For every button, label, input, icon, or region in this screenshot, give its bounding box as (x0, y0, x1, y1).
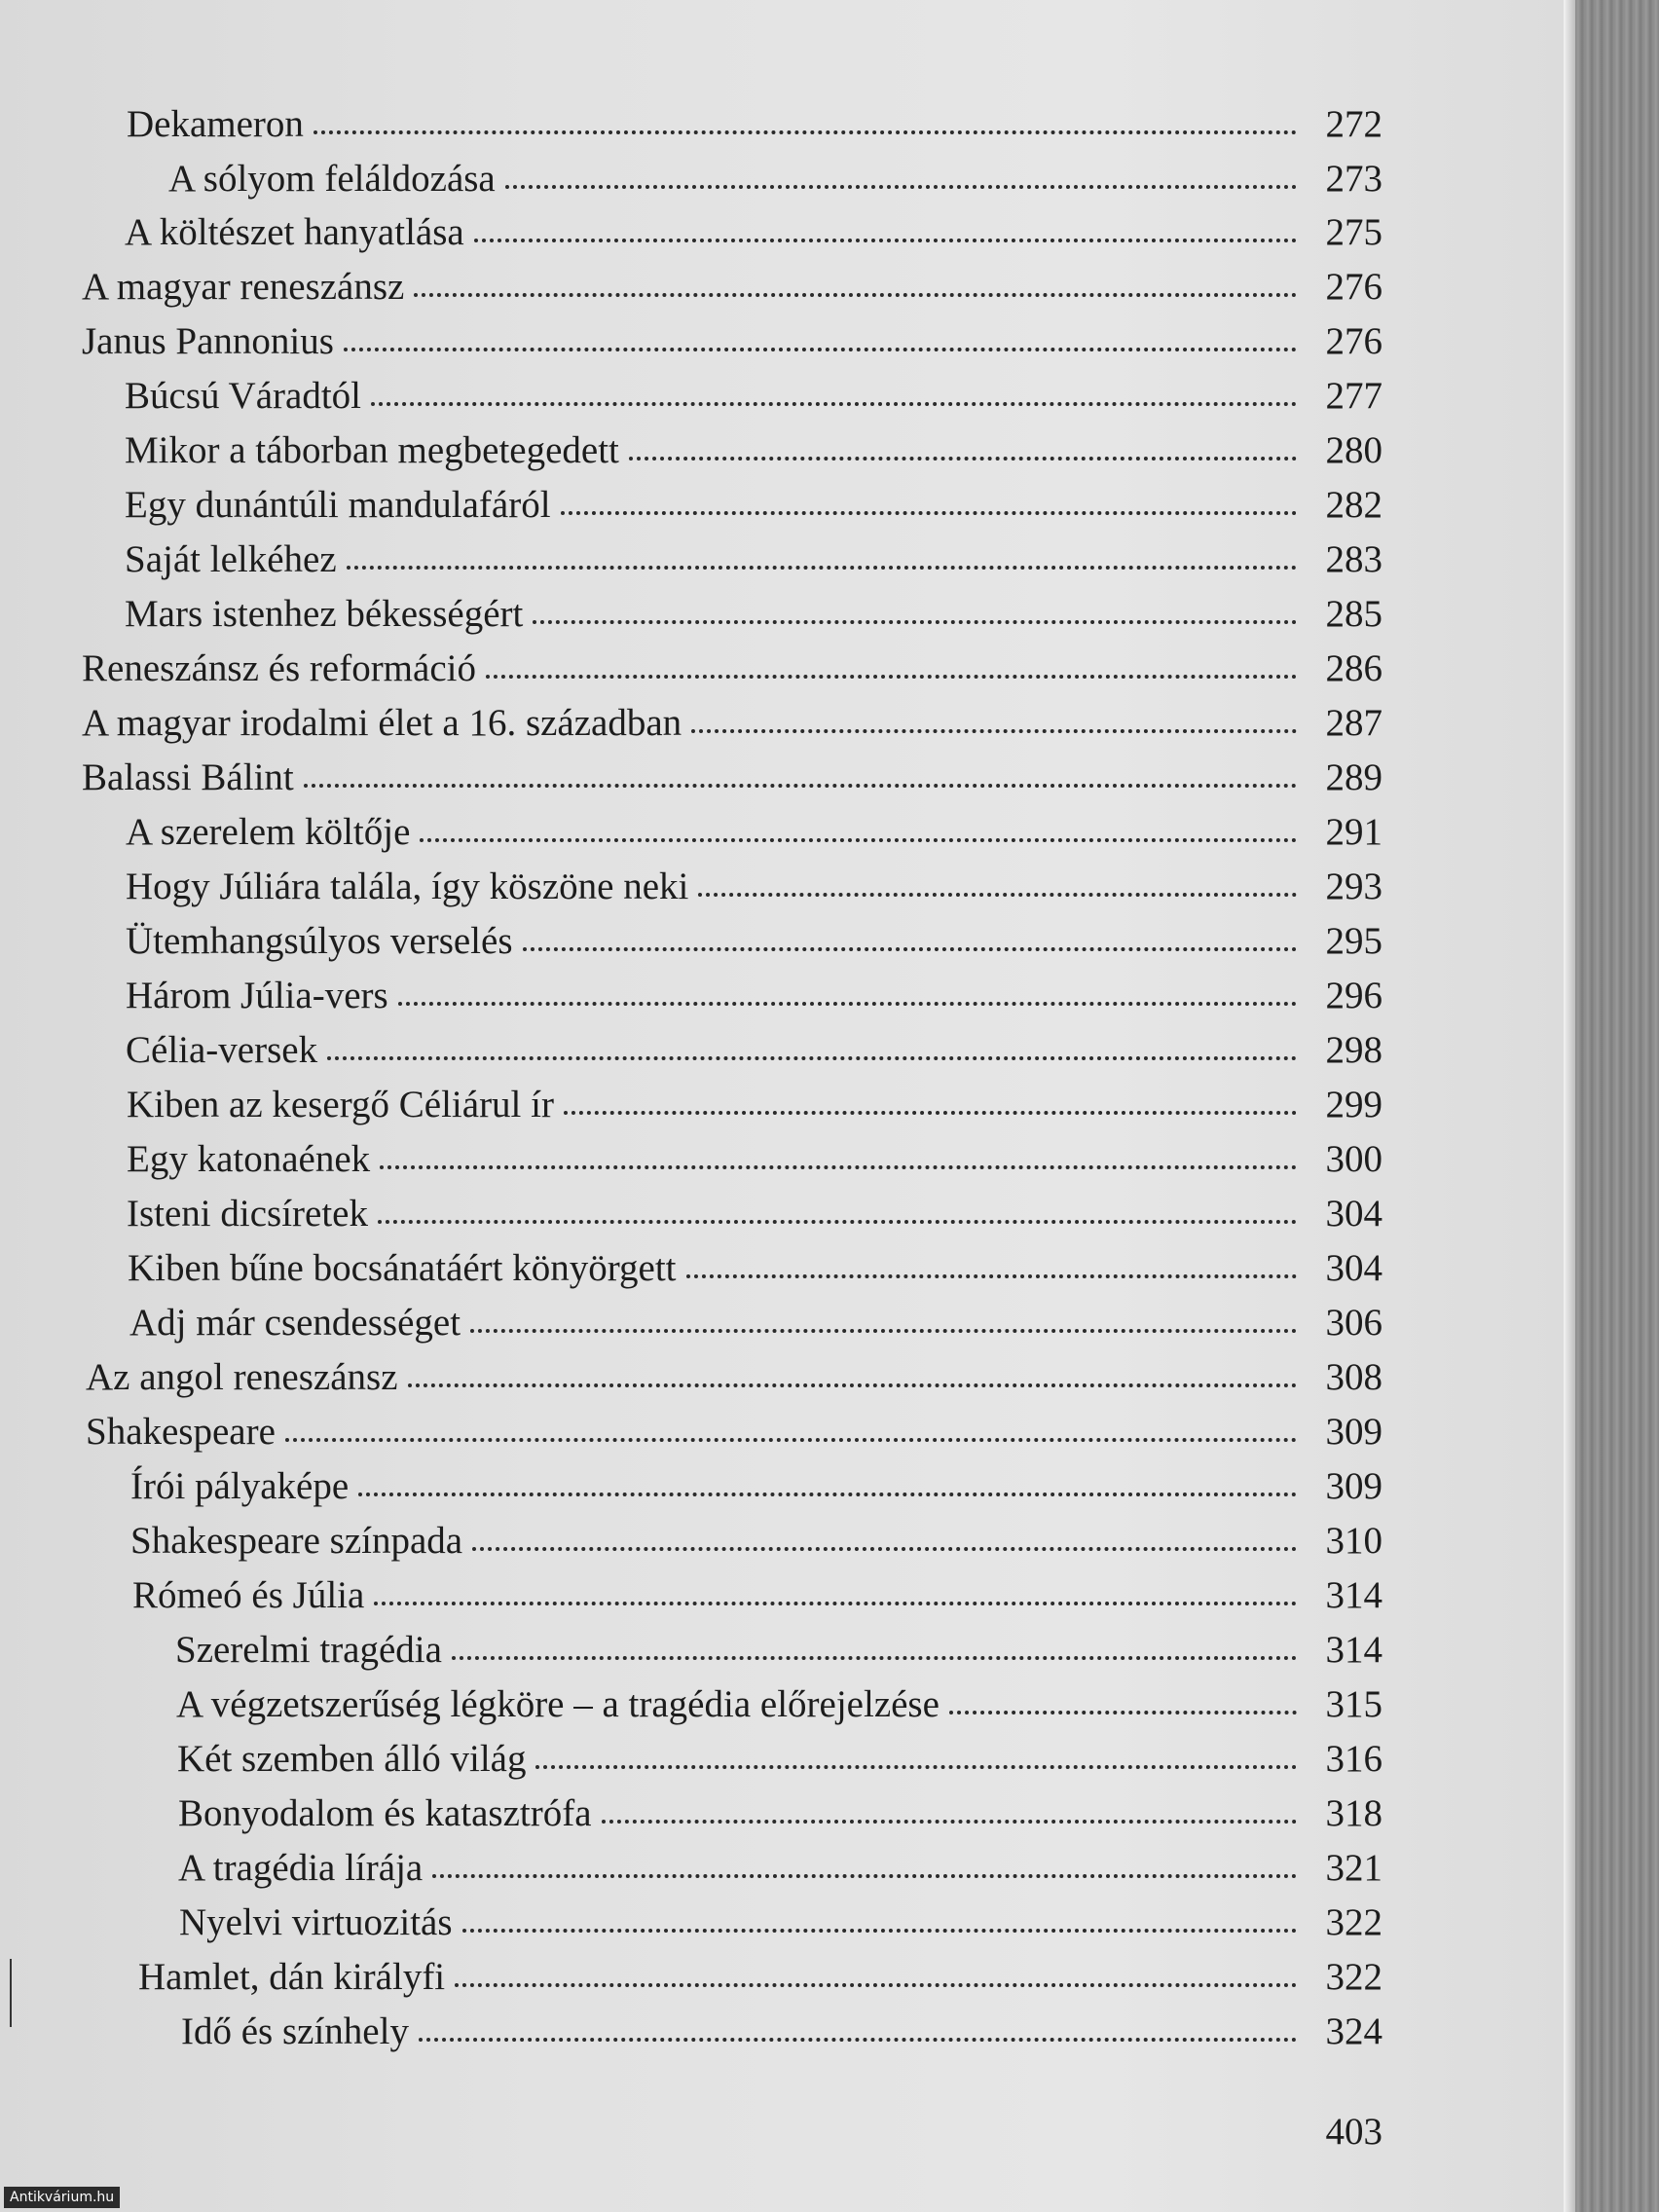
dot-leader (374, 1592, 1297, 1605)
toc-entry (127, 97, 1382, 152)
dot-leader (285, 1428, 1297, 1442)
toc-entry (132, 1568, 1382, 1623)
dot-leader (686, 1265, 1297, 1278)
dot-leader (455, 1973, 1297, 1987)
toc-entry-page: 276 (1325, 320, 1382, 362)
toc-entry (82, 751, 1382, 805)
toc-entry-page: 280 (1325, 429, 1382, 471)
toc-entry (168, 152, 1382, 206)
toc-entry (125, 369, 1382, 424)
toc-entry-title: Saját lelkéhez (125, 538, 337, 580)
toc-entry-page: 276 (1325, 266, 1382, 308)
dot-leader (691, 719, 1297, 733)
toc-entry-page: 300 (1325, 1138, 1382, 1180)
toc-entry-title: Az angol reneszánsz (86, 1356, 398, 1398)
toc-entry-page: 285 (1325, 593, 1382, 635)
dot-leader (358, 1483, 1297, 1496)
toc-entry-page: 291 (1325, 811, 1382, 853)
dot-leader (327, 1047, 1297, 1060)
toc-entry (175, 1623, 1382, 1677)
toc-entry-title: Rómeó és Júlia (132, 1574, 365, 1616)
toc-entry (82, 314, 1382, 369)
toc-entry (125, 533, 1382, 587)
toc-entry-title: Adj már csendességet (129, 1302, 461, 1344)
toc-entry (129, 1296, 1382, 1350)
toc-entry-page: 306 (1325, 1302, 1382, 1344)
toc-entry (125, 478, 1382, 533)
toc-entry-title: Három Júlia-vers (126, 975, 388, 1016)
toc-entry (125, 587, 1382, 642)
toc-entry (127, 1187, 1382, 1241)
toc-entry-page: 296 (1325, 975, 1382, 1016)
toc-entry-page: 314 (1325, 1574, 1382, 1616)
dot-leader (602, 1810, 1297, 1824)
toc-entry-page: 309 (1325, 1465, 1382, 1507)
toc-entry-page: 324 (1325, 2010, 1382, 2052)
watermark: Antikvárium.hu (4, 2187, 120, 2208)
dot-leader (347, 556, 1297, 570)
toc-entry (179, 1896, 1382, 1950)
toc-entry (126, 914, 1382, 969)
dot-leader (380, 1156, 1297, 1169)
toc-entry-page: 287 (1325, 702, 1382, 744)
toc-entry-page: 304 (1325, 1247, 1382, 1289)
toc-entry-page: 286 (1325, 647, 1382, 689)
toc-entry (125, 424, 1382, 478)
toc-entry-page: 304 (1325, 1193, 1382, 1235)
toc-entry (178, 1841, 1382, 1896)
toc-entry-title: Egy katonaének (127, 1138, 371, 1180)
toc-entry (86, 1350, 1382, 1405)
toc-entry (125, 205, 1382, 260)
dot-leader (533, 610, 1297, 624)
dot-leader (472, 1537, 1297, 1551)
toc-entry-page: 309 (1325, 1411, 1382, 1453)
toc-entry-page: 318 (1325, 1792, 1382, 1834)
toc-entry-page: 298 (1325, 1029, 1382, 1071)
dot-leader (523, 938, 1297, 951)
toc-entry-title: Idő és színhely (181, 2010, 409, 2052)
toc-entry (82, 260, 1382, 314)
dot-leader (432, 1864, 1297, 1878)
toc-entry-page: 293 (1325, 866, 1382, 907)
dot-leader (304, 774, 1297, 788)
toc-entry-title: Szerelmi tragédia (175, 1629, 442, 1671)
toc-entry (130, 1514, 1382, 1568)
toc-entry-title: A végzetszerűség légköre – a tragédia előrejelzése (176, 1683, 940, 1725)
dot-leader (629, 447, 1297, 461)
toc-entry (82, 696, 1382, 751)
toc-entry-title: Balassi Bálint (82, 756, 294, 798)
dot-leader (452, 1646, 1297, 1660)
toc-entry-page: 308 (1325, 1356, 1382, 1398)
toc-entry-page: 289 (1325, 756, 1382, 798)
dot-leader (505, 175, 1297, 189)
toc-entry-title: Reneszánsz és reformáció (82, 647, 476, 689)
toc-entry-title: A sólyom feláldozása (168, 158, 496, 200)
toc-entry-title: Egy dunántúli mandulafáról (125, 484, 551, 526)
toc-entry (127, 1132, 1382, 1187)
toc-entry-title: Dekameron (127, 103, 304, 145)
toc-entry-title: Két szemben álló világ (177, 1738, 527, 1780)
dot-leader (408, 1374, 1297, 1387)
toc-entry-page: 275 (1325, 211, 1382, 253)
toc-entry (181, 2005, 1382, 2059)
book-side-background (1575, 0, 1659, 2212)
toc-entry (178, 1787, 1382, 1841)
dot-leader (535, 1755, 1297, 1769)
toc-entry (126, 1023, 1382, 1078)
toc-entry-title: A tragédia lírája (178, 1847, 424, 1889)
toc-entry-page: 272 (1325, 103, 1382, 145)
margin-mark (10, 1959, 12, 2027)
toc-entry-title: Búcsú Váradtól (125, 375, 361, 417)
toc-entry-page: 315 (1325, 1683, 1382, 1725)
toc-entry-title: A magyar irodalmi élet a 16. században (82, 702, 682, 744)
toc-entry (127, 1078, 1382, 1132)
toc-entry-title: A szerelem költője (126, 811, 411, 853)
toc-entry (128, 1241, 1382, 1296)
dot-leader (398, 992, 1297, 1006)
toc-entry-page: 273 (1325, 158, 1382, 200)
toc-entry (86, 1405, 1382, 1459)
page-number: 403 (1325, 2111, 1382, 2153)
toc-entry-page: 310 (1325, 1520, 1382, 1562)
toc-entry-title: Kiben az kesergő Céliárul ír (127, 1084, 554, 1125)
toc-entry-title: Ütemhangsúlyos verselés (126, 920, 513, 962)
toc-entry-title: Nyelvi virtuozitás (179, 1901, 453, 1943)
dot-leader (561, 501, 1297, 515)
dot-leader (470, 1319, 1297, 1333)
toc-entry-title: Shakespeare színpada (130, 1520, 463, 1562)
toc-entry-page: 277 (1325, 375, 1382, 417)
toc-entry-page: 299 (1325, 1084, 1382, 1125)
dot-leader (474, 229, 1297, 242)
toc-entry-page: 283 (1325, 538, 1382, 580)
toc-entry (177, 1732, 1382, 1787)
toc-entry-page: 282 (1325, 484, 1382, 526)
toc-entry-title: Írói pályaképe (130, 1465, 350, 1507)
toc-entry-title: Kiben bűne bocsánatáért könyörgett (128, 1247, 677, 1289)
toc-entry-page: 322 (1325, 1901, 1382, 1943)
toc-entry-title: Célia-versek (126, 1029, 318, 1071)
toc-entry-title: Bonyodalom és katasztrófa (178, 1792, 592, 1834)
toc-entry-page: 316 (1325, 1738, 1382, 1780)
dot-leader (698, 883, 1297, 897)
dot-leader (486, 665, 1297, 679)
toc-entry-title: Hamlet, dán királyfi (138, 1956, 446, 1998)
dot-leader (419, 2028, 1297, 2042)
dot-leader (949, 1701, 1297, 1714)
toc-entry (82, 642, 1382, 696)
toc-entry-title: Mars istenhez békességért (125, 593, 524, 635)
toc-entry (126, 969, 1382, 1023)
toc-entry-title: Isteni dicsíretek (127, 1193, 368, 1235)
toc-entry-page: 322 (1325, 1956, 1382, 1998)
dot-leader (462, 1919, 1297, 1933)
toc-entry-title: A magyar reneszánsz (82, 266, 405, 308)
toc-entry (130, 1459, 1382, 1514)
toc-entry-page: 321 (1325, 1847, 1382, 1889)
dot-leader (344, 338, 1297, 351)
dot-leader (420, 829, 1297, 842)
toc-entry-title: Shakespeare (86, 1411, 276, 1453)
toc-entry-title: Janus Pannonius (82, 320, 334, 362)
toc-entry (138, 1950, 1382, 2005)
dot-leader (564, 1101, 1297, 1115)
toc-entry (176, 1677, 1382, 1732)
toc-entry-title: A költészet hanyatlása (125, 211, 464, 253)
dot-leader (371, 392, 1297, 406)
toc-entry-page: 295 (1325, 920, 1382, 962)
dot-leader (313, 121, 1297, 134)
toc-entry-title: Hogy Júliára találа, így köszöne neki (126, 866, 689, 907)
dot-leader (414, 283, 1297, 297)
toc-entry (126, 805, 1382, 860)
toc-entry-page: 314 (1325, 1629, 1382, 1671)
toc-entry (126, 860, 1382, 914)
toc-entry-title: Mikor a táborban megbetegedett (125, 429, 619, 471)
dot-leader (378, 1210, 1297, 1224)
